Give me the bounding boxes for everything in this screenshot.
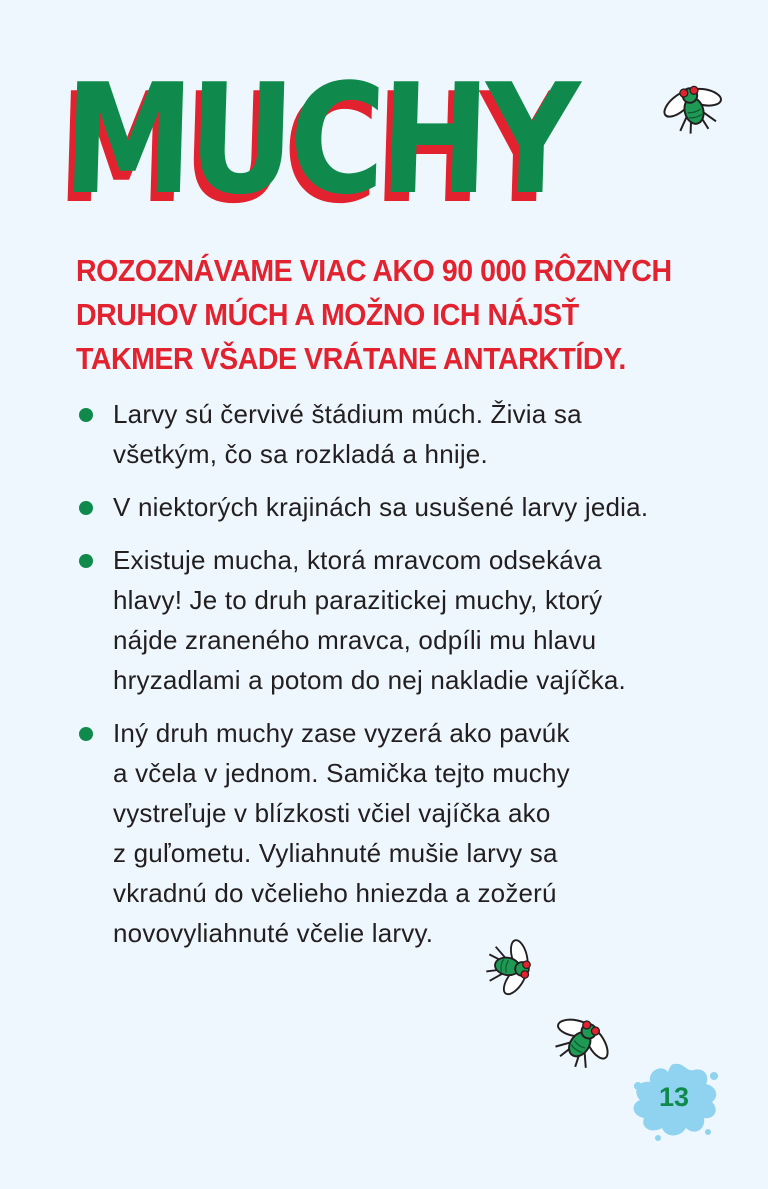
bullet-dot-icon	[79, 554, 93, 568]
page-title: MUCHY	[60, 51, 577, 228]
fly-icon	[534, 993, 631, 1088]
intro-line: DRUHOV MÚCH A MOŽNO ICH NÁJSŤ	[76, 297, 579, 332]
fact-line: hlavy! Je to druh parazitickej muchy, ktorý	[113, 585, 603, 615]
fact-line: nájde zraneného mravca, odpíli mu hlavu	[113, 625, 597, 655]
bullet-dot-icon	[79, 408, 93, 422]
intro-line: ROZOZNÁVAME VIAC AKO 90 000 RÔZNYCH	[76, 253, 672, 288]
list-item	[72, 713, 712, 953]
fact-line: Iný druh muchy zase vyzerá ako pavúk	[113, 718, 570, 748]
fly-icon	[653, 67, 734, 148]
fly-icon	[474, 925, 548, 1009]
page-number: 13	[658, 1082, 690, 1112]
fact-line: hryzadlami a potom do nej nakladie vajíčka.	[113, 665, 626, 695]
intro-paragraph	[76, 249, 672, 381]
title-block	[60, 51, 626, 228]
intro-line: TAKMER VŠADE VRÁTANE ANTARKTÍDY.	[76, 341, 626, 376]
bullet-dot-icon	[79, 727, 93, 741]
page-number-badge	[628, 1058, 722, 1142]
fact-line: všetkým, čo sa rozkladá a hnije.	[113, 439, 488, 469]
fact-line: Larvy sú červivé štádium múch. Živia sa	[113, 399, 582, 429]
fact-line: a včela v jednom. Samička tejto muchy	[113, 758, 570, 788]
fact-line: vystreľuje v blízkosti včiel vajíčka ako	[113, 798, 551, 828]
list-item	[72, 540, 712, 700]
fact-line: novovyliahnuté včelie larvy.	[113, 918, 434, 948]
list-item	[72, 487, 712, 527]
fact-line: V niektorých krajinách sa usušené larvy jedia.	[113, 492, 649, 522]
bullet-dot-icon	[79, 501, 93, 515]
fact-line: z guľometu. Vyliahnuté mušie larvy sa	[113, 838, 558, 868]
list-item	[72, 394, 712, 474]
fact-line: vkradnú do včelieho hniezda a zožerú	[113, 878, 557, 908]
facts-list	[72, 394, 712, 966]
fact-line: Existuje mucha, ktorá mravcom odsekáva	[113, 545, 602, 575]
